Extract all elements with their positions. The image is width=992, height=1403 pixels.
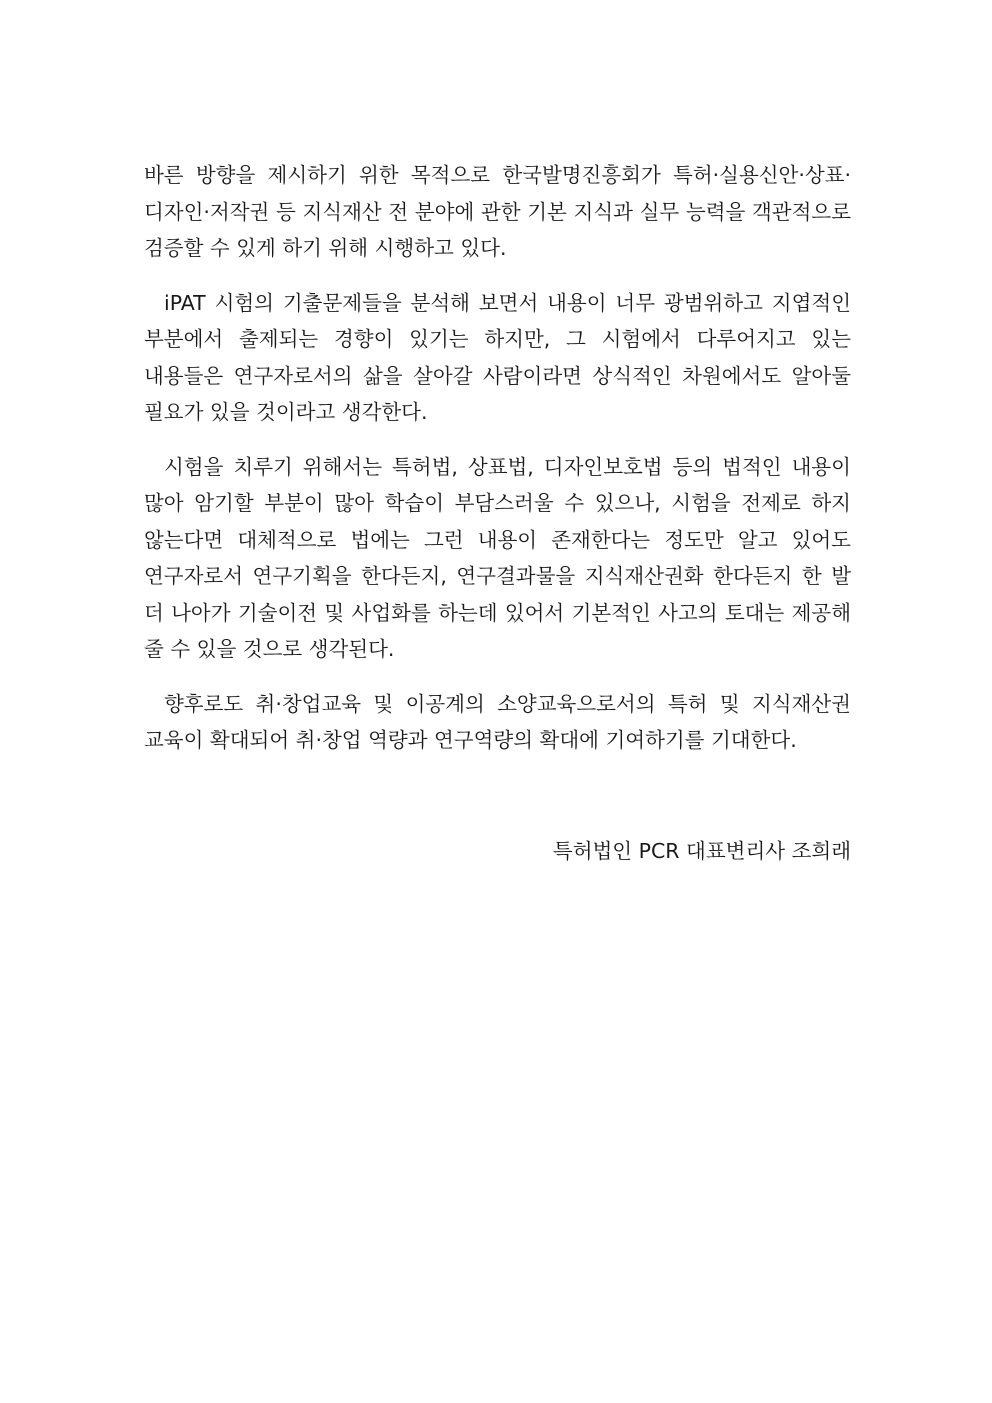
paragraph-2: iPAT 시험의 기출문제들을 분석해 보면서 내용이 너무 광범위하고 지엽적인 부분에서 출제되는 경향이 있기는 하지만, 그 시험에서 다루어지고 있는 내용들은 연구자로서의 삶을 살아갈 사람이라면 상식적인 차원에서도 알아둘 필요가 있을 것이라고 생각한다.	[144, 290, 851, 424]
paragraph-1: 바른 방향을 제시하기 위한 목적으로 한국발명진흥회가 특허·실용신안·상표·디자인·저작권 등 지식재산 전 분야에 관한 기본 지식과 실무 능력을 객관적으로 검증할 수 있게 하기 위해 시행하고 있다.	[144, 163, 851, 260]
paragraph-3: 시험을 치루기 위해서는 특허법, 상표법, 디자인보호법 등의 법적인 내용이 많아 암기할 부분이 많아 학습이 부담스러울 수 있으나, 시험을 전제로 하지 않는다면 대체적으로 법에는 그런 내용이 존재한다는 정도만 알고 있어도 연구자로서 연구기획을 한다든지, 연구결과물을 지식재산권화 한다든지 한 발 더 나아가 기술이전 및 사업화를 하는데 있어서 기본적인 사고의 토대는 제공해 줄 수 있을 것으로 생각된다.	[144, 454, 851, 661]
body-text	[144, 157, 851, 777]
author-signature: 특허법인 PCR 대표변리사 조희래	[552, 839, 851, 863]
paragraph-4: 향후로도 취·창업교육 및 이공계의 소양교육으로서의 특허 및 지식재산권 교육이 확대되어 취·창업 역량과 연구역량의 확대에 기여하기를 기대한다.	[144, 691, 851, 752]
